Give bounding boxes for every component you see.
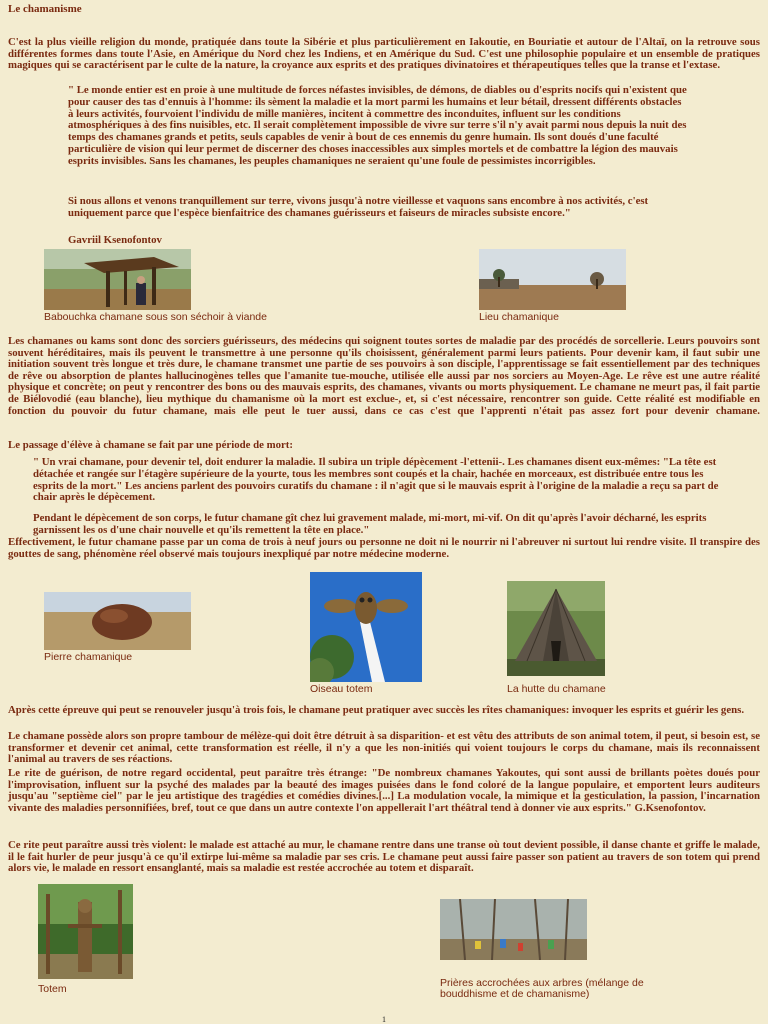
paragraph-epreuve: Après cette épreuve qui peut se renouveler jusqu'à trois fois, le chamane peut pratiquer avec succès les rîtes chamaniques: invoquer les esprits et guérir les gens. [8, 704, 745, 716]
caption-hutte: La hutte du chamane [507, 683, 606, 695]
pierre-chamanique-photo [44, 592, 191, 650]
caption-lieu: Lieu chamanique [479, 311, 559, 323]
caption-totem: Totem [38, 983, 67, 995]
prieres-arbres-photo [440, 899, 587, 960]
quote-paragraph-3: " Un vrai chamane, pour devenir tel, doit endurer la maladie. Il subira un triple dépècement -l'ettenii-. Les chamanes disent eux-mêmes: "La tête est détachée et rangée sur l'étagère supérieure de la yourte, tous les membres sont coupés et la chair, hachée en morceaux, est distribuée entre tous les esprits de la mort." Les anciens parlent des pouvoirs curatifs du chamane : il n'agit que si le mauvais esprit à l'origine de la maladie a reçu sa part de chair après le dépècement. [33, 456, 719, 504]
paragraph-passage: Le passage d'élève à chamane se fait par une période de mort: [8, 439, 293, 451]
page-title: Le chamanisme [8, 3, 82, 15]
paragraph-rite-guerison: Le rite de guérison, de notre regard occidental, peut paraître très étrange: "De nombreux chamanes Yakoutes, qui sont aussi de brillants poètes doués pour l'improvisation, influent sur la psyché des malades par la beauté des images puisées dans le fond coloré de la langue populaire, et emportent leurs auditeurs jusqu'au "septième ciel" par le jeu artistique des tragédies et comédies divines.[...] La modulation vocale, la mimique et la gesticulation, la passion, l'incarnation vivante des maladies personnifiées, bref, tout ce que dans un autre contexte l'on appellerait l'art théâtral tend à donner vie aux esprits." G.Ksenofontov. [8, 767, 760, 814]
quote-paragraph-1: " Le monde entier est en proie à une multitude de forces néfastes invisibles, de démons, de diables ou d'esprits nocifs qui n'existent que pour causer des tas d'ennuis à l'homme: ils sèment la maladie et la mort parmi les humains et leur bétail, dressent différents obstacles à leurs activités, fourvoient l'individu de mille manières, incitent à commettre des inconduites, influent sur les conditions atmosphériques à des fins nuisibles, etc. Il serait complètement impossible de vivre sur terre s'il n'y avait parmi nous depuis la nuit des temps des chamanes grands et petits, seuls capables de venir à bout de ces ennemis du genre humain. Ils sont doués d'une faculté particulière de vision qui leur permet de discerner des choses inaccessibles aux simples mortels et de combattre la légion des mauvais esprits invisibles. Sans les chamanes, les peuples chamaniques ne seraient qu'une foule de pessimistes incorrigibles. [68, 84, 687, 167]
hutte-photo [507, 581, 605, 676]
quote-paragraph-4: Pendant le dépècement de son corps, le futur chamane gît chez lui gravement malade, mi-mort, mi-vif. On dit qu'après l'avoir décharné, les esprits garnissent les os d'une chair nouvelle et qu'ils remettent la tête en place." [33, 512, 707, 536]
quote-author: Gavriil Ksenofontov [68, 234, 162, 246]
oiseau-totem-photo [310, 572, 422, 682]
paragraph-coma: Effectivement, le futur chamane passe par un coma de trois à neuf jours ou personne ne doit ni le nourrir ni l'abreuver ni surtout lui rendre visite. Il transpire des gouttes de sang, phénomène réel observé mais toujours inexpliqué par notre médecine moderne. [8, 536, 760, 560]
page-number: 1 [382, 1015, 386, 1024]
babouchka-photo [44, 249, 191, 310]
caption-prieres: Prières accrochées aux arbres (mélange de bouddhisme et de chamanisme) [440, 977, 644, 1000]
paragraph-tambour: Le chamane possède alors son propre tambour de mélèze-qui doit être détruit à sa disparition- et est vêtu des attributs de son animal totem, il peut, si besoin est, se transformer et devenir cet animal, cette transformation est réelle, il n'y a que les non-initiés qui voient toujours le corps du chamane, mais ils reconnaissent l'animal au travers de ses réactions. [8, 730, 760, 766]
paragraph-rite-violent: Ce rite peut paraître aussi très violent: le malade est attaché au mur, le chamane rentre dans une transe où tout devient possible, il danse chante et griffe le malade, il le fait hurler de peur jusqu'à ce qu'il extirpe lui-même sa maladie par ses cris. Le chamane peut aussi faire passer son patient au travers de son totem qui prend alors vie, le malade en ressort ensanglanté, mais sa maladie est restée accrochée au totem et disparaît. [8, 839, 760, 875]
intro-paragraph: C'est la plus vieille religion du monde, pratiquée dans toute la Sibérie et plus particulièrement en Iakoutie, en Bouriatie et autour de l'Altaï, on la retrouve sous différentes formes dans toute l'Asie, en Amérique du Nord chez les Indiens, et en Amérique du Sud. C'est une philosophie populaire et un ensemble de pratiques magiques qui se caractérisent par le culte de la nature, la croyance aux esprits et des pratiques divinatoires et thérapeutiques telles que la transe et l'extase. [8, 36, 760, 72]
caption-oiseau: Oiseau totem [310, 683, 373, 695]
quote-paragraph-2: Si nous allons et venons tranquillement sur terre, vivons jusqu'à notre vieillesse et vaquons sans encombre à nos activités, c'est uniquement parce que l'espèce bienfaitrice des chamanes guérisseurs et faiseurs de miracles subsiste encore." [68, 195, 649, 219]
lieu-chamanique-photo [479, 249, 626, 310]
caption-babouchka: Babouchka chamane sous son séchoir à viande [44, 311, 267, 323]
paragraph-chamanes-kams: Les chamanes ou kams sont donc des sorciers guérisseurs, des médecins qui soignent toutes sortes de maladie par des procédés de sorcellerie. Leurs pouvoirs sont souvent héréditaires, mais ils peuvent le transmettre à une personne qu'ils choisissent, généralement parmi leurs patients. Pour devenir kam, il faut subir une initiation souvent très longue et très dure, le chamane transmet une partie de ses pouvoirs à son disciple, l'apprentissage se fait essentiellement par des techniques de rêve ou absorption de plantes hallucinogènes telles que l'amanite tue-mouche, utilisée elle aussi par nos sorciers au Moyen-Age. Le rêve est une autre réalité physique et concrète; on peut y rencontrer des bons ou des mauvais esprits, des chamanes, vivants ou morts physiquement. Le chamane ne meurt pas, il fait partie de Biélovodié (eau blanche), lieu mythique du chamanisme où la mort est exclue-, et, si c'est nécessaire, rencontrer son guide. Cette réalité est modifiable en fonction du pouvoir du futur chamane, mais elle peut le tuer aussi, dans ce cas c'est que l'apprenti n'était pas assez fort pour devenir chamane. [8, 335, 760, 417]
caption-pierre: Pierre chamanique [44, 651, 133, 663]
totem-photo [38, 884, 133, 979]
